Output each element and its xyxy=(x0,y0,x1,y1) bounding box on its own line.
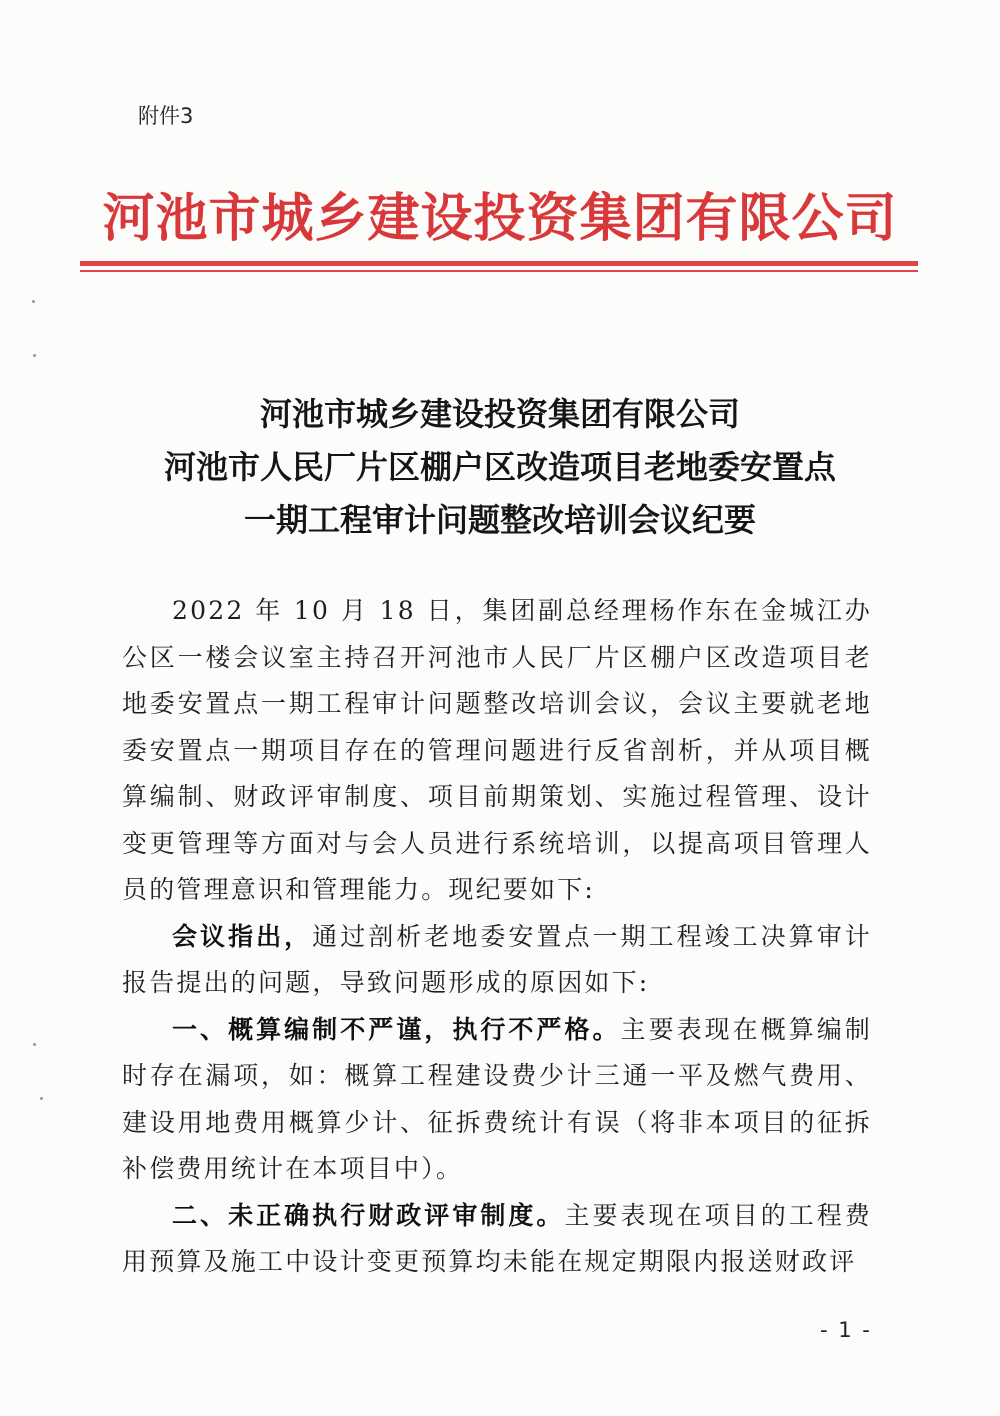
scan-speck xyxy=(33,354,36,357)
title-line-2: 河池市人民厂片区棚户区改造项目老地委安置点 xyxy=(163,448,836,486)
letterhead-title: 河池市城乡建设投资集团有限公司 xyxy=(102,188,898,249)
document-title xyxy=(80,388,920,547)
attachment-label: 附件3 xyxy=(138,104,194,128)
title-line-3: 一期工程审计问题整改培训会议纪要 xyxy=(243,501,756,539)
title-line-1: 河池市城乡建设投资集团有限公司 xyxy=(259,395,740,433)
document-body xyxy=(122,588,872,1286)
paragraph-item-2 xyxy=(122,1193,872,1286)
paragraph-text: 通过剖析老地委安置点一期工程竣工决算审计报告提出的问题，导致问题形成的原因如下: xyxy=(122,921,872,997)
item-text: 主要表现在项目的工程费用预算及施工中设计变更预算均未能在规定期限内报送财政评 xyxy=(122,1200,872,1276)
item-text: 主要表现在概算编制时存在漏项，如：概算工程建设费少计三通一平及燃气费用、建设用地费用概算少计、征拆费统计有误（将非本项目的征拆补偿费用统计在本项目中）。 xyxy=(122,1014,872,1183)
item-heading: 一、概算编制不严谨，执行不严格。 xyxy=(172,1014,621,1044)
item-heading: 二、未正确执行财政评审制度。 xyxy=(172,1200,565,1230)
paragraph-lead: 会议指出， xyxy=(172,921,313,951)
letterhead-rule-thin xyxy=(80,270,918,272)
paragraph-meeting-points xyxy=(122,914,872,1007)
paragraph-intro: 2022 年 10 月 18 日，集团副总经理杨作东在金城江办公区一楼会议室主持召开河池市人民厂片区棚户区改造项目老地委安置点一期工程审计问题整改培训会议，会议主要就老地委安置点一期项目存在的管理问题进行反省剖析，并从项目概算编制、财政评审制度、项目前期策划、实施过程管理、设计变更管理等方面对与会人员进行系统培训，以提高项目管理人员的管理意识和管理能力。现纪要如下: xyxy=(122,596,872,904)
letterhead-rule-thick xyxy=(80,261,918,266)
scan-speck xyxy=(40,1097,43,1100)
scan-speck xyxy=(33,1043,36,1046)
paragraph-item-1 xyxy=(122,1007,872,1193)
page-number: - 1 - xyxy=(820,1318,872,1342)
scan-speck xyxy=(32,300,35,303)
